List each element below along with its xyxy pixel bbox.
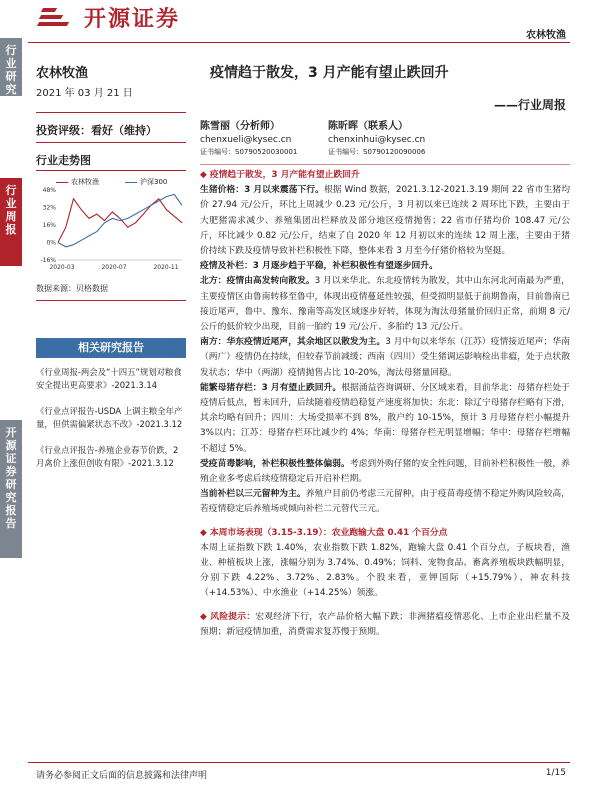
page-number: 1/15	[545, 768, 566, 778]
y-tick-label: 0%	[46, 239, 56, 247]
analyst-2-name: 陈昕晖（联系人）	[328, 121, 408, 132]
market-heading: ◆ 本周市场表现（3.15-3.19）：农业跑输大盘 0.41 个百分点	[200, 527, 448, 538]
report-title: 疫情趋于散发，3 月产能有望止跌回升	[210, 65, 449, 81]
para-south: 南方：华东疫情近尾声，其余地区以散发为主。3 月中旬以来华东（江苏）疫情接近尾声；华南（两广）疫情仍在持续，但较春节前减缓；西南（四川）受生猪调运影响检出非瘟，处于点状散发状态；华中（两湖）疫情抛售占比 10-20%，淘汰母猪量回稳。	[200, 337, 570, 378]
logo-text: 开源证券	[84, 6, 181, 32]
summary-heading: ◆ 疫情趋于散发，3 月产能有望止跌回升	[200, 170, 360, 180]
x-tick-label: 2020-03	[49, 264, 75, 271]
report-body	[200, 168, 570, 640]
para-north: 北方：疫情由高发转向散发。3 月以来华北、东北疫情转为散发，其中山东河北河南最为严重，主要疫情区由鲁南转移至鲁中，体现出疫情蔓延性较强，但受损明显低于前期鲁南，目前鲁南已接近尾声，鲁中、豫东、豫南等高发区域逐步好转，体现为淘汰母猪量价回归正常，前期 8 元/公斤的低价较少出现，目前一胎约 19 元/公斤、多胎约 13 元/公斤。	[200, 276, 570, 333]
x-tick-label: 2020-07	[101, 264, 127, 271]
legend-item-agri: 农林牧渔	[56, 177, 99, 187]
footer-disclaimer[interactable]: 请务必参阅正文后面的信息披露和法律声明	[36, 771, 208, 781]
side-tab-industry-research: 行 业 研 究	[0, 38, 22, 96]
para-vaccine: 受疫苗毒影响，补栏积极性整体偏弱。考虑到外购仔猪的安全性问题，目前补栏积极性一般，养殖企业多考虑后续疫情稳定后开启补栏期。	[200, 458, 570, 485]
header-rule	[28, 42, 570, 43]
para-risk: ◆ 风险提示：宏观经济下行，农产品价格大幅下跌；非洲猪瘟疫情恶化、上市企业出栏量不及预期；新冠疫情加重，消费需求复苏慢于预期。	[200, 611, 570, 637]
report-date: 2021 年 03 月 21 日	[36, 88, 133, 99]
trend-chart	[36, 186, 186, 274]
related-reports-header: 相关研究报告	[36, 338, 186, 358]
y-tick-label: -16%	[40, 257, 56, 264]
industry-name: 农林牧渔	[36, 66, 89, 81]
y-tick-label: 16%	[42, 222, 56, 229]
analyst-1-cert: 证书编号：S0790520030001	[200, 148, 298, 156]
analyst-1-name: 陈雪丽（分析师）	[200, 121, 280, 132]
related-report-2[interactable]: 《行业点评报告-USDA 上调主粮全年产量，但供需偏紧状态不改》-2021.3.12	[36, 406, 183, 429]
para-epidemic-heading: 疫情及补栏：3 月逐步趋于平稳，补栏积极性有望逐步回升。	[200, 261, 438, 272]
para-sows: 能繁母猪存栏：3 月有望止跌回升。根据涌益咨询调研、分区域来看，目前华北：母猪存栏处于疫情后低点，暂未回升，后续随着疫情趋稳复产速度将加快；东北：除辽宁母猪存栏略有下滑，其余均略有回升；四川：大场受损率不到 8%，散户约 10-15%，预计 3 月母猪存栏小幅提升 3%以内；江苏：母猪存栏环比减少约 4%；华南：母猪存栏无明显增幅；华中：母猪存栏增幅不超过 5%。	[200, 382, 570, 454]
side-tab-report: 开 源 证 券 研 究 报 告	[0, 420, 22, 558]
para-restock: 当前补栏以三元留种为主。养殖户目前仍考虑三元留种，由于疫苗毒疫情不稳定外购风险较高，若疫情稳定后养殖场或倾向补栏二元替代三元。	[200, 489, 570, 515]
para-market: 本周上证指数下跌 1.40%，农业指数下跌 1.82%，跑输大盘 0.41 个百分点，子板块看，渔业、种植板块上涨，涨幅分别为 3.74%、0.49%；饲料、宠物食品、畜禽养殖板块跌幅明显，分别下跌 4.22%、3.72%、2.83%。个股来看，亚钾国际（+15.79%）、神农科技（+14.53%）、中水渔业（+14.25%）领涨。	[200, 542, 570, 599]
report-subtitle: ——行业周报	[493, 98, 566, 112]
trend-chart-title: 行业走势图	[36, 154, 91, 167]
x-tick-label: 2020-11	[153, 264, 179, 271]
analyst-2-cert: 证书编号：S0790120090006	[328, 148, 426, 156]
divider	[36, 142, 186, 143]
section-rule	[200, 164, 570, 165]
related-report-1[interactable]: 《行业周报-两会及“十四五”规划对粮食安全提出更高要求》-2021.3.14	[36, 367, 182, 390]
legend-item-hs300: 沪深300	[125, 177, 167, 187]
company-logo	[32, 0, 180, 34]
y-tick-label: 48%	[42, 187, 56, 194]
y-tick-label: 32%	[42, 204, 56, 212]
side-tab-weekly: 行 业 周 报	[0, 178, 22, 266]
chart-source: 数据来源：贝格数据	[36, 284, 108, 293]
analyst-2	[328, 121, 425, 159]
analyst-1	[200, 121, 297, 159]
divider	[36, 300, 186, 301]
analyst-1-email[interactable]: chenxueli@kysec.cn	[200, 134, 292, 145]
para-hog-price: 生猪价格：3 月以来震荡下行。根据 Wind 数据，2021.3.12-2021.3.19 期间 22 省市生猪均价 27.94 元/公斤，环比上周减少 0.23 元/公斤，3 月初以来已连续 2 周环比下跌，主要由于大肥猪需求减少、养殖集团出栏释放及部分地区疫情抛售；22 省市仔猪均价 108.47 元/公斤，环比减少 0.82 元/公斤，结束了自 2020 年 12 月初以来的连续 12 周上涨，主要由于猪价持续下跌及疫情导致补栏积极性下降，整体来看 3 月至今仔猪价格较为坚挺。	[200, 185, 571, 257]
analyst-2-email[interactable]: chenxinhui@kysec.cn	[328, 134, 426, 145]
footer-rule	[28, 762, 570, 763]
divider	[36, 112, 186, 113]
logo-mark-icon	[32, 2, 80, 32]
divider	[36, 170, 186, 171]
related-report-3[interactable]: 《行业点评报告-养殖企业春节价跌，2 月禽价上涨但创收有限》-2021.3.12	[36, 445, 179, 468]
header-category: 农林牧渔	[526, 30, 566, 41]
investment-rating: 投资评级：看好（维持）	[36, 124, 157, 137]
